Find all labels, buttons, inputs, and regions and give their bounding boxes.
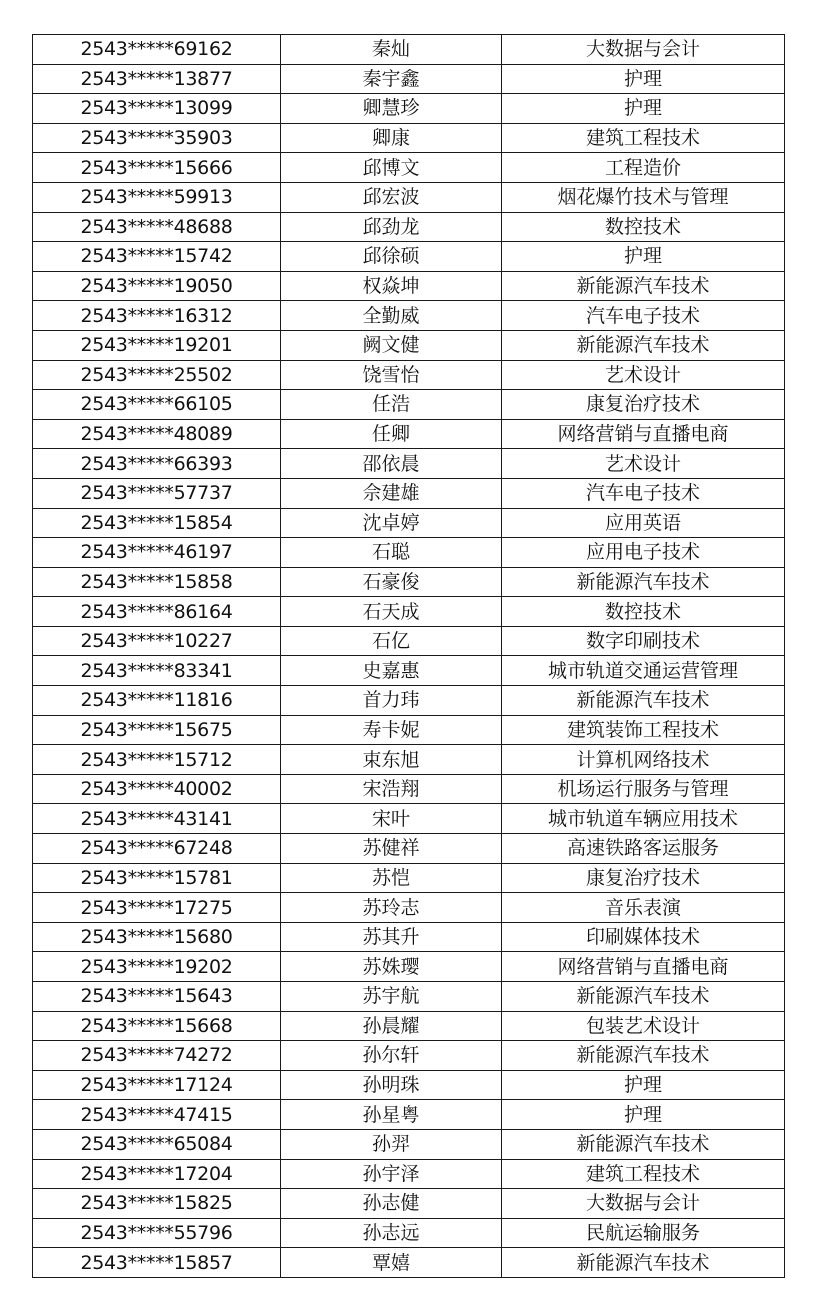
- major-cell: 音乐表演: [502, 893, 785, 923]
- student-name-cell: 佘建雄: [281, 478, 502, 508]
- major-cell: 网络营销与直播电商: [502, 952, 785, 982]
- table-row: [33, 745, 785, 775]
- major-cell: 大数据与会计: [502, 35, 785, 65]
- student-name-cell: 宋叶: [281, 804, 502, 834]
- table-row: [33, 123, 785, 153]
- student-id-cell: 2543*****69162: [33, 35, 281, 65]
- major-cell: 新能源汽车技术: [502, 982, 785, 1012]
- student-id-cell: 2543*****19050: [33, 271, 281, 301]
- table-row: [33, 774, 785, 804]
- student-name-cell: 首力玮: [281, 686, 502, 716]
- major-cell: 工程造价: [502, 153, 785, 183]
- student-id-cell: 2543*****16312: [33, 301, 281, 331]
- major-cell: 包装艺术设计: [502, 1011, 785, 1041]
- table-row: [33, 1218, 785, 1248]
- major-cell: 烟花爆竹技术与管理: [502, 182, 785, 212]
- table-row: [33, 360, 785, 390]
- student-id-cell: 2543*****15666: [33, 153, 281, 183]
- student-id-cell: 2543*****59913: [33, 182, 281, 212]
- student-name-cell: 苏宇航: [281, 982, 502, 1012]
- student-name-cell: 邱博文: [281, 153, 502, 183]
- student-name-cell: 石豪俊: [281, 567, 502, 597]
- table-row: [33, 94, 785, 124]
- student-id-cell: 2543*****15858: [33, 567, 281, 597]
- table-row: [33, 715, 785, 745]
- table-row: [33, 567, 785, 597]
- major-cell: 康复治疗技术: [502, 390, 785, 420]
- major-cell: 应用电子技术: [502, 538, 785, 568]
- student-id-cell: 2543*****86164: [33, 597, 281, 627]
- student-id-cell: 2543*****15643: [33, 982, 281, 1012]
- student-name-cell: 孙志远: [281, 1218, 502, 1248]
- major-cell: 大数据与会计: [502, 1189, 785, 1219]
- table-row: [33, 242, 785, 272]
- table-row: [33, 1129, 785, 1159]
- student-id-cell: 2543*****10227: [33, 626, 281, 656]
- major-cell: 护理: [502, 1070, 785, 1100]
- student-name-cell: 孙明珠: [281, 1070, 502, 1100]
- student-id-cell: 2543*****25502: [33, 360, 281, 390]
- student-name-cell: 邵依晨: [281, 449, 502, 479]
- major-cell: 网络营销与直播电商: [502, 419, 785, 449]
- table-row: [33, 597, 785, 627]
- table-row: [33, 893, 785, 923]
- table-row: [33, 64, 785, 94]
- student-id-cell: 2543*****15712: [33, 745, 281, 775]
- student-name-cell: 任卿: [281, 419, 502, 449]
- student-name-cell: 阙文健: [281, 330, 502, 360]
- major-cell: 高速铁路客运服务: [502, 834, 785, 864]
- major-cell: 建筑工程技术: [502, 123, 785, 153]
- major-cell: 新能源汽车技术: [502, 271, 785, 301]
- table-row: [33, 1011, 785, 1041]
- major-cell: 应用英语: [502, 508, 785, 538]
- table-row: [33, 1041, 785, 1071]
- student-id-cell: 2543*****19201: [33, 330, 281, 360]
- major-cell: 护理: [502, 1100, 785, 1130]
- major-cell: 康复治疗技术: [502, 863, 785, 893]
- major-cell: 新能源汽车技术: [502, 330, 785, 360]
- major-cell: 汽车电子技术: [502, 301, 785, 331]
- student-id-cell: 2543*****15675: [33, 715, 281, 745]
- student-id-cell: 2543*****15680: [33, 922, 281, 952]
- student-id-cell: 2543*****13099: [33, 94, 281, 124]
- student-name-cell: 任浩: [281, 390, 502, 420]
- major-cell: 新能源汽车技术: [502, 1248, 785, 1278]
- student-id-cell: 2543*****66393: [33, 449, 281, 479]
- student-id-cell: 2543*****17275: [33, 893, 281, 923]
- student-name-cell: 石聪: [281, 538, 502, 568]
- table-row: [33, 982, 785, 1012]
- major-cell: 艺术设计: [502, 449, 785, 479]
- major-cell: 新能源汽车技术: [502, 1041, 785, 1071]
- student-name-cell: 石天成: [281, 597, 502, 627]
- student-id-cell: 2543*****65084: [33, 1129, 281, 1159]
- table-row: [33, 1159, 785, 1189]
- student-id-cell: 2543*****48089: [33, 419, 281, 449]
- major-cell: 建筑工程技术: [502, 1159, 785, 1189]
- table-row: [33, 35, 785, 65]
- table-row: [33, 153, 785, 183]
- student-id-cell: 2543*****15781: [33, 863, 281, 893]
- student-id-cell: 2543*****66105: [33, 390, 281, 420]
- student-id-cell: 2543*****35903: [33, 123, 281, 153]
- table-row: [33, 804, 785, 834]
- student-name-cell: 孙星粤: [281, 1100, 502, 1130]
- table-row: [33, 1189, 785, 1219]
- table-row: [33, 834, 785, 864]
- table-row: [33, 508, 785, 538]
- major-cell: 机场运行服务与管理: [502, 774, 785, 804]
- student-name-cell: 苏其升: [281, 922, 502, 952]
- student-name-cell: 苏健祥: [281, 834, 502, 864]
- student-id-cell: 2543*****13877: [33, 64, 281, 94]
- table-row: [33, 449, 785, 479]
- table-row: [33, 212, 785, 242]
- table-row: [33, 330, 785, 360]
- student-name-cell: 沈卓婷: [281, 508, 502, 538]
- major-cell: 印刷媒体技术: [502, 922, 785, 952]
- student-name-cell: 邱徐硕: [281, 242, 502, 272]
- table-row: [33, 478, 785, 508]
- student-name-cell: 邱宏波: [281, 182, 502, 212]
- student-id-cell: 2543*****15854: [33, 508, 281, 538]
- major-cell: 艺术设计: [502, 360, 785, 390]
- table-row: [33, 538, 785, 568]
- student-name-cell: 全勤威: [281, 301, 502, 331]
- student-name-cell: 苏姝璎: [281, 952, 502, 982]
- student-name-cell: 饶雪怡: [281, 360, 502, 390]
- student-name-cell: 孙志健: [281, 1189, 502, 1219]
- table-row: [33, 301, 785, 331]
- student-id-cell: 2543*****57737: [33, 478, 281, 508]
- student-name-cell: 孙尔轩: [281, 1041, 502, 1071]
- table-row: [33, 626, 785, 656]
- student-id-cell: 2543*****15668: [33, 1011, 281, 1041]
- roster-body: [33, 35, 785, 1278]
- student-id-cell: 2543*****17204: [33, 1159, 281, 1189]
- student-id-cell: 2543*****46197: [33, 538, 281, 568]
- student-name-cell: 孙晨耀: [281, 1011, 502, 1041]
- student-name-cell: 束东旭: [281, 745, 502, 775]
- student-name-cell: 石亿: [281, 626, 502, 656]
- student-id-cell: 2543*****74272: [33, 1041, 281, 1071]
- student-name-cell: 宋浩翔: [281, 774, 502, 804]
- table-row: [33, 1248, 785, 1278]
- student-name-cell: 孙宇泽: [281, 1159, 502, 1189]
- student-id-cell: 2543*****17124: [33, 1070, 281, 1100]
- student-id-cell: 2543*****19202: [33, 952, 281, 982]
- student-id-cell: 2543*****40002: [33, 774, 281, 804]
- student-id-cell: 2543*****67248: [33, 834, 281, 864]
- roster-sheet: [32, 34, 784, 1278]
- student-id-cell: 2543*****83341: [33, 656, 281, 686]
- table-row: [33, 1100, 785, 1130]
- major-cell: 民航运输服务: [502, 1218, 785, 1248]
- major-cell: 数字印刷技术: [502, 626, 785, 656]
- major-cell: 新能源汽车技术: [502, 567, 785, 597]
- student-name-cell: 覃嬉: [281, 1248, 502, 1278]
- major-cell: 计算机网络技术: [502, 745, 785, 775]
- student-id-cell: 2543*****15825: [33, 1189, 281, 1219]
- table-row: [33, 419, 785, 449]
- student-id-cell: 2543*****11816: [33, 686, 281, 716]
- student-name-cell: 史嘉惠: [281, 656, 502, 686]
- major-cell: 护理: [502, 242, 785, 272]
- major-cell: 护理: [502, 64, 785, 94]
- major-cell: 数控技术: [502, 212, 785, 242]
- table-row: [33, 656, 785, 686]
- student-roster-table: [32, 34, 785, 1278]
- table-row: [33, 271, 785, 301]
- student-name-cell: 卿康: [281, 123, 502, 153]
- student-name-cell: 苏玲志: [281, 893, 502, 923]
- student-name-cell: 邱劲龙: [281, 212, 502, 242]
- student-name-cell: 秦宇鑫: [281, 64, 502, 94]
- table-row: [33, 952, 785, 982]
- table-row: [33, 922, 785, 952]
- student-name-cell: 权焱坤: [281, 271, 502, 301]
- major-cell: 城市轨道交通运营管理: [502, 656, 785, 686]
- student-name-cell: 卿慧珍: [281, 94, 502, 124]
- table-row: [33, 390, 785, 420]
- student-id-cell: 2543*****15742: [33, 242, 281, 272]
- major-cell: 建筑装饰工程技术: [502, 715, 785, 745]
- student-name-cell: 苏恺: [281, 863, 502, 893]
- student-name-cell: 孙羿: [281, 1129, 502, 1159]
- table-row: [33, 1070, 785, 1100]
- major-cell: 汽车电子技术: [502, 478, 785, 508]
- student-name-cell: 寿卡妮: [281, 715, 502, 745]
- major-cell: 护理: [502, 94, 785, 124]
- major-cell: 城市轨道车辆应用技术: [502, 804, 785, 834]
- major-cell: 新能源汽车技术: [502, 1129, 785, 1159]
- student-id-cell: 2543*****47415: [33, 1100, 281, 1130]
- major-cell: 数控技术: [502, 597, 785, 627]
- major-cell: 新能源汽车技术: [502, 686, 785, 716]
- student-id-cell: 2543*****55796: [33, 1218, 281, 1248]
- student-id-cell: 2543*****15857: [33, 1248, 281, 1278]
- student-id-cell: 2543*****48688: [33, 212, 281, 242]
- table-row: [33, 686, 785, 716]
- student-name-cell: 秦灿: [281, 35, 502, 65]
- student-id-cell: 2543*****43141: [33, 804, 281, 834]
- table-row: [33, 182, 785, 212]
- table-row: [33, 863, 785, 893]
